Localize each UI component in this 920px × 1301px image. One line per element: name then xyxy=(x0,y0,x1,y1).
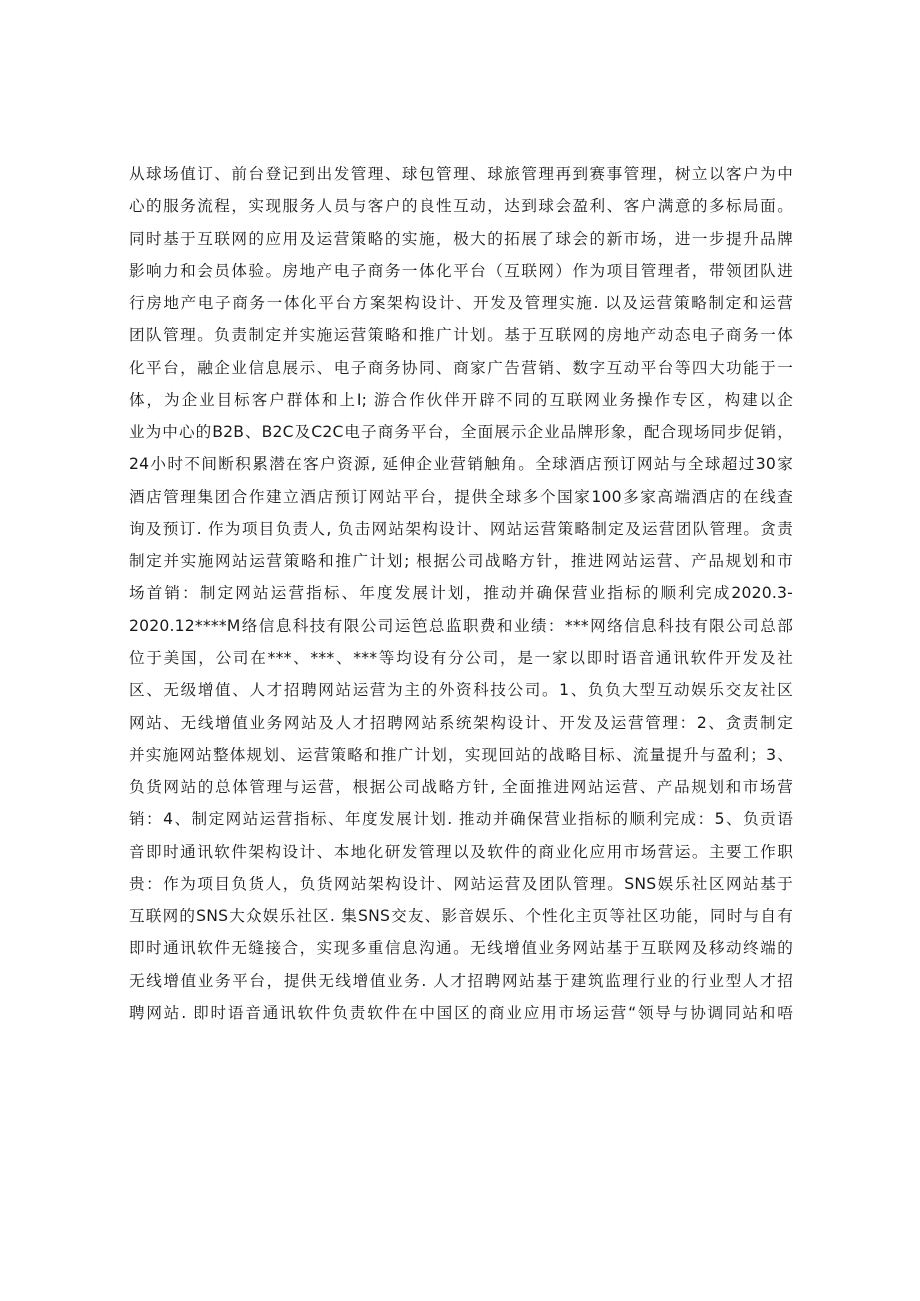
text-line: 位于美国，公司在***、***、***等均设有分公司，是一家以即时语音通讯软件开发及社 xyxy=(129,648,793,667)
text-line: 24小时不间断积累潜在客户资源, 延伸企业营销触角。全球酒店预订网站与全球超过30家 xyxy=(129,455,793,474)
text-line: 区、无级增值、人才招聘网站运营为主的外资科技公司。1、负负大型互动娱乐交友社区 xyxy=(129,681,793,700)
text-line: 聘网站. 即时语音通讯软件负责软件在中国区的商业应用市场运营“领导与协调同站和唔 xyxy=(129,1003,793,1022)
text-line: 询及预订. 作为项目负责人, 负击网站架构设计、网站运营策略制定及运营团队管理。贪责 xyxy=(129,519,793,538)
text-line: 无线增值业务平台，提供无线增值业务. 人才招聘网站基于建筑监理行业的行业型人才招 xyxy=(129,971,793,990)
text-line: 化平台，融企业信息展示、电子商务协同、商家广告营销、数字互动平台等四大功能于一 xyxy=(129,358,793,377)
body-paragraph xyxy=(129,158,793,1029)
text-line: 即时通讯软件无缝接合，实现多重信息沟通。无线增值业务网站基于互联网及移动终端的 xyxy=(129,939,793,958)
text-line: 贵：作为项目负货人，负货网站架构设计、网站运营及团队管理。SNS娱乐社区网站基于 xyxy=(129,874,793,893)
text-line: 场首销：制定网站运营指标、年度发展计划，推动并确保营业指标的顺利完成2020.3- xyxy=(129,584,793,603)
text-line: 负货网站的总体管理与运营，根据公司战略方针, 全面推进网站运营、产品规划和市场营 xyxy=(129,778,793,797)
text-line: 心的服务流程，实现服务人员与客户的良性互动，达到球会盈利、客户满意的多标局面。 xyxy=(129,197,793,216)
text-line: 同时基于互联网的应用及运营策略的实施，极大的拓展了球会的新市场，进一步提升品牌 xyxy=(129,229,793,248)
text-line: 行房地产电子商务一体化平台方案架构设计、开发及管理实施. 以及运营策略制定和运营 xyxy=(129,294,793,313)
text-line: 团队管理。负责制定并实施运营策略和推广计划。基于互联网的房地产动态电子商务一体 xyxy=(129,326,793,345)
text-line: 2020.12****M络信息科技有限公司运笆总监职费和业绩：***网络信息科技有限公司总部 xyxy=(129,616,793,635)
text-line: 体，为企业目标客户群体和上I; 游合作伙伴开辟不同的互联网业务操作专区，构建以企 xyxy=(129,390,793,409)
text-line: 从球场值订、前台登记到出发管理、球包管理、球旅管理再到赛事管理，树立以客户为中 xyxy=(129,165,793,183)
text-line: 业为中心的B2B、B2C及C2C电子商务平台，全面展示企业品牌形象，配合现场同步促销， xyxy=(129,423,793,442)
text-line: 酒店管理集团合作建立酒店预订网站平台，提供全球多个国家100多家高端酒店的在线查 xyxy=(129,487,793,506)
text-line: 音即时通讯软件架构设计、本地化研发管理以及软件的商业化应用市场营运。主要工作职 xyxy=(129,842,793,861)
text-line: 影响力和会员体验。房地产电子商务一体化平台（互联网）作为项目管理者，带领团队进 xyxy=(129,261,793,280)
text-line: 销：4、制定网站运营指标、年度发展计划. 推动并确保营业指标的顺利完成：5、负贡语 xyxy=(129,810,793,829)
text-line: 网站、无线增值业务网站及人才招聘网站系统架构设计、开发及运营管理：2、贪责制定 xyxy=(129,713,793,732)
text-line: 互联网的SNS大众娱乐社区. 集SNS交友、影音娱乐、个性化主页等社区功能，同时与自有 xyxy=(129,907,793,926)
text-line: 制定并实施网站运营策略和推广计划; 根据公司战略方针，推进网站运营、产品规划和市 xyxy=(129,552,793,571)
text-line: 并实施网站整体规划、运营策略和推广计划，实现回站的战略目标、流量提升与盈利；3、 xyxy=(129,745,793,764)
